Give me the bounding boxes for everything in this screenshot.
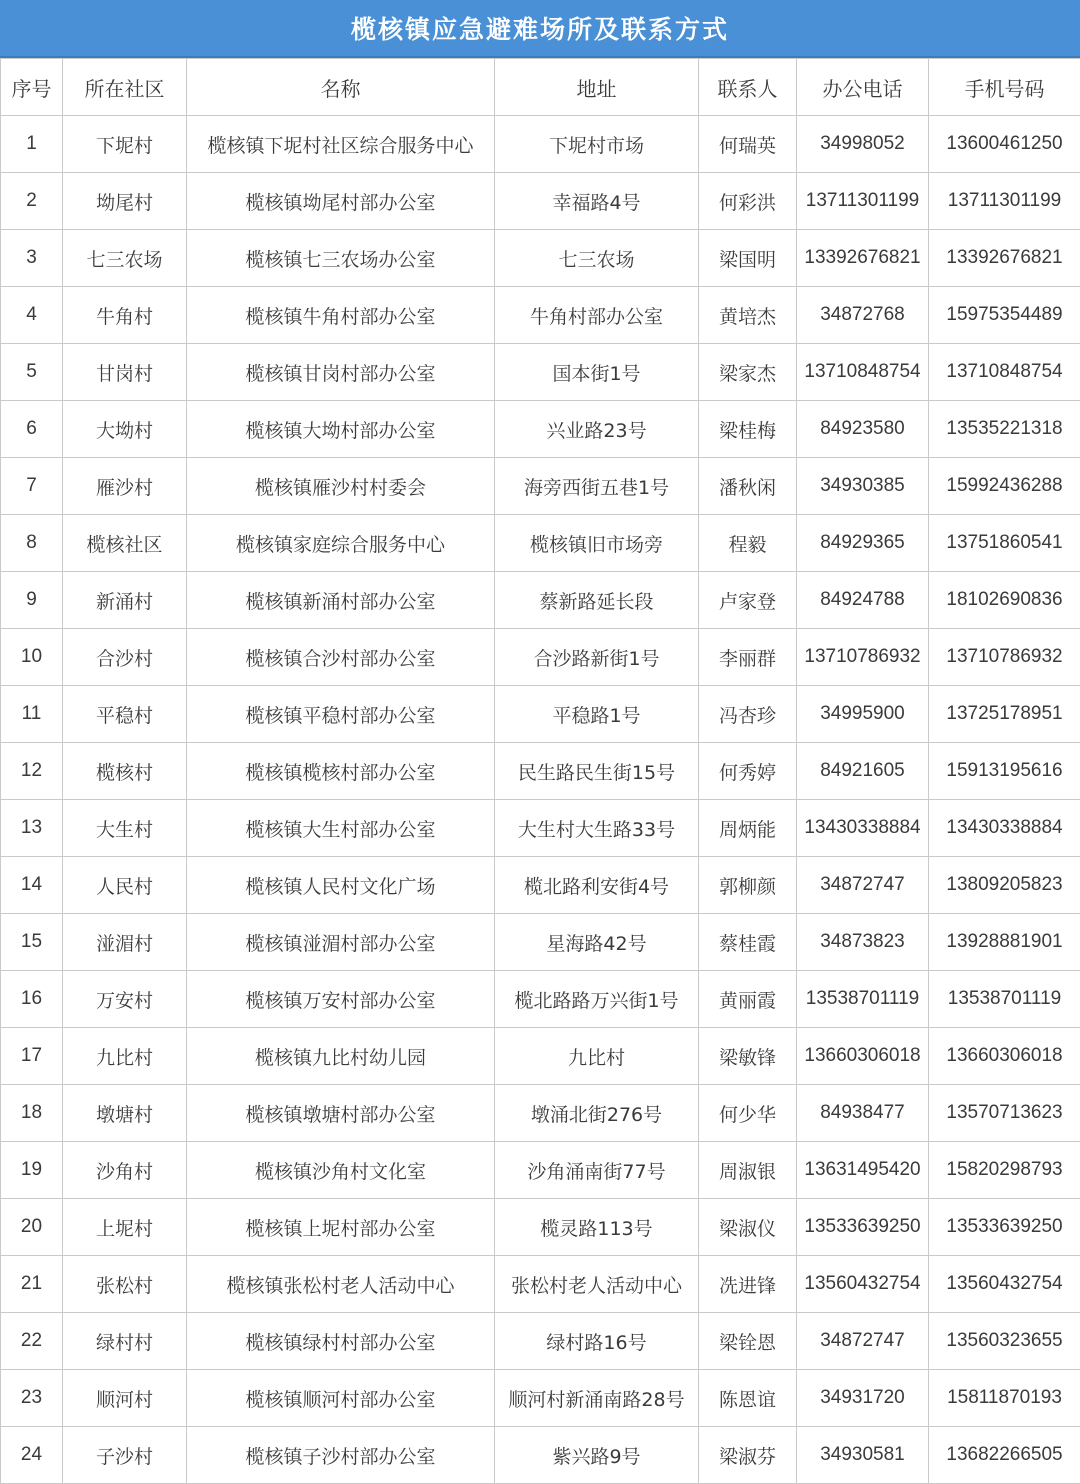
cell-community: 榄核村 — [63, 743, 187, 800]
cell-contact: 程毅 — [699, 515, 797, 572]
cell-index: 4 — [1, 287, 63, 344]
cell-contact: 周淑银 — [699, 1142, 797, 1199]
cell-name: 榄核镇新涌村部办公室 — [187, 572, 495, 629]
cell-address: 紫兴路9号 — [495, 1427, 699, 1484]
header-community: 所在社区 — [63, 59, 187, 116]
cell-community: 张松村 — [63, 1256, 187, 1313]
cell-index: 23 — [1, 1370, 63, 1427]
cell-community: 顺河村 — [63, 1370, 187, 1427]
table-row — [1, 458, 1080, 515]
cell-community: 雁沙村 — [63, 458, 187, 515]
cell-address: 蔡新路延长段 — [495, 572, 699, 629]
cell-name: 榄核镇雁沙村村委会 — [187, 458, 495, 515]
cell-name: 榄核镇大坳村部办公室 — [187, 401, 495, 458]
cell-name: 榄核镇甘岗村部办公室 — [187, 344, 495, 401]
cell-office-phone: 34998052 — [797, 116, 929, 173]
cell-address: 幸福路4号 — [495, 173, 699, 230]
cell-mobile: 13560323655 — [929, 1313, 1080, 1370]
cell-community: 大坳村 — [63, 401, 187, 458]
cell-office-phone: 13533639250 — [797, 1199, 929, 1256]
table-row — [1, 1085, 1080, 1142]
cell-contact: 郭柳颜 — [699, 857, 797, 914]
cell-office-phone: 13430338884 — [797, 800, 929, 857]
table-row — [1, 401, 1080, 458]
cell-address: 绿村路16号 — [495, 1313, 699, 1370]
cell-name: 榄核镇墩塘村部办公室 — [187, 1085, 495, 1142]
table-row — [1, 1256, 1080, 1313]
cell-community: 九比村 — [63, 1028, 187, 1085]
cell-mobile: 13600461250 — [929, 116, 1080, 173]
table-row — [1, 743, 1080, 800]
cell-contact: 何少华 — [699, 1085, 797, 1142]
table-row — [1, 1427, 1080, 1484]
cell-office-phone: 84924788 — [797, 572, 929, 629]
cell-community: 甘岗村 — [63, 344, 187, 401]
cell-mobile: 13751860541 — [929, 515, 1080, 572]
cell-address: 榄北路路万兴街1号 — [495, 971, 699, 1028]
cell-office-phone: 13711301199 — [797, 173, 929, 230]
cell-address: 七三农场 — [495, 230, 699, 287]
cell-community: 下坭村 — [63, 116, 187, 173]
cell-mobile: 13660306018 — [929, 1028, 1080, 1085]
header-mobile: 手机号码 — [929, 59, 1080, 116]
cell-index: 8 — [1, 515, 63, 572]
cell-office-phone: 13710786932 — [797, 629, 929, 686]
cell-mobile: 15913195616 — [929, 743, 1080, 800]
cell-mobile: 15992436288 — [929, 458, 1080, 515]
table-row — [1, 230, 1080, 287]
cell-office-phone: 13560432754 — [797, 1256, 929, 1313]
cell-address: 沙角涌南街77号 — [495, 1142, 699, 1199]
cell-community: 合沙村 — [63, 629, 187, 686]
cell-address: 顺河村新涌南路28号 — [495, 1370, 699, 1427]
table-row — [1, 629, 1080, 686]
cell-contact: 周炳能 — [699, 800, 797, 857]
cell-address: 国本街1号 — [495, 344, 699, 401]
cell-contact: 蔡桂霞 — [699, 914, 797, 971]
cell-mobile: 13809205823 — [929, 857, 1080, 914]
cell-contact: 黄丽霞 — [699, 971, 797, 1028]
cell-mobile: 13711301199 — [929, 173, 1080, 230]
cell-contact: 冯杏珍 — [699, 686, 797, 743]
cell-office-phone: 13538701119 — [797, 971, 929, 1028]
cell-address: 榄北路利安街4号 — [495, 857, 699, 914]
cell-index: 15 — [1, 914, 63, 971]
cell-office-phone: 34872747 — [797, 857, 929, 914]
cell-office-phone: 34873823 — [797, 914, 929, 971]
cell-community: 大生村 — [63, 800, 187, 857]
table-row — [1, 1199, 1080, 1256]
cell-office-phone: 34930581 — [797, 1427, 929, 1484]
cell-mobile: 13535221318 — [929, 401, 1080, 458]
cell-mobile: 13725178951 — [929, 686, 1080, 743]
cell-office-phone: 84923580 — [797, 401, 929, 458]
table-row — [1, 1313, 1080, 1370]
cell-office-phone: 34930385 — [797, 458, 929, 515]
cell-address: 榄灵路113号 — [495, 1199, 699, 1256]
table-row — [1, 173, 1080, 230]
cell-community: 子沙村 — [63, 1427, 187, 1484]
cell-mobile: 13710786932 — [929, 629, 1080, 686]
cell-contact: 何秀婷 — [699, 743, 797, 800]
cell-name: 榄核镇顺河村部办公室 — [187, 1370, 495, 1427]
cell-index: 9 — [1, 572, 63, 629]
cell-index: 6 — [1, 401, 63, 458]
cell-address: 平稳路1号 — [495, 686, 699, 743]
cell-index: 14 — [1, 857, 63, 914]
table-row — [1, 1142, 1080, 1199]
cell-index: 5 — [1, 344, 63, 401]
cell-community: 绿村村 — [63, 1313, 187, 1370]
cell-office-phone: 13710848754 — [797, 344, 929, 401]
table-row — [1, 1028, 1080, 1085]
cell-name: 榄核镇合沙村部办公室 — [187, 629, 495, 686]
cell-office-phone: 84938477 — [797, 1085, 929, 1142]
cell-contact: 梁铨恩 — [699, 1313, 797, 1370]
cell-community: 湴湄村 — [63, 914, 187, 971]
cell-name: 榄核镇大生村部办公室 — [187, 800, 495, 857]
cell-name: 榄核镇九比村幼儿园 — [187, 1028, 495, 1085]
table-row — [1, 686, 1080, 743]
cell-contact: 潘秋闲 — [699, 458, 797, 515]
cell-community: 人民村 — [63, 857, 187, 914]
cell-office-phone: 13631495420 — [797, 1142, 929, 1199]
cell-name: 榄核镇沙角村文化室 — [187, 1142, 495, 1199]
cell-name: 榄核镇湴湄村部办公室 — [187, 914, 495, 971]
cell-office-phone: 13660306018 — [797, 1028, 929, 1085]
cell-community: 牛角村 — [63, 287, 187, 344]
cell-address: 兴业路23号 — [495, 401, 699, 458]
cell-contact: 梁国明 — [699, 230, 797, 287]
cell-name: 榄核镇张松村老人活动中心 — [187, 1256, 495, 1313]
cell-name: 榄核镇绿村村部办公室 — [187, 1313, 495, 1370]
cell-contact: 卢家登 — [699, 572, 797, 629]
cell-contact: 陈恩谊 — [699, 1370, 797, 1427]
cell-name: 榄核镇牛角村部办公室 — [187, 287, 495, 344]
cell-office-phone: 34995900 — [797, 686, 929, 743]
cell-community: 坳尾村 — [63, 173, 187, 230]
cell-address: 下坭村市场 — [495, 116, 699, 173]
table-row — [1, 515, 1080, 572]
cell-index: 22 — [1, 1313, 63, 1370]
cell-address: 合沙路新街1号 — [495, 629, 699, 686]
table-row — [1, 1370, 1080, 1427]
cell-index: 7 — [1, 458, 63, 515]
cell-index: 11 — [1, 686, 63, 743]
cell-address: 民生路民生街15号 — [495, 743, 699, 800]
cell-contact: 梁淑仪 — [699, 1199, 797, 1256]
table-header-row — [1, 59, 1080, 116]
cell-community: 万安村 — [63, 971, 187, 1028]
cell-mobile: 13538701119 — [929, 971, 1080, 1028]
cell-index: 24 — [1, 1427, 63, 1484]
header-contact: 联系人 — [699, 59, 797, 116]
cell-office-phone: 84921605 — [797, 743, 929, 800]
table-row — [1, 914, 1080, 971]
cell-mobile: 13682266505 — [929, 1427, 1080, 1484]
shelter-table — [0, 58, 1080, 1484]
cell-index: 10 — [1, 629, 63, 686]
cell-address: 九比村 — [495, 1028, 699, 1085]
cell-contact: 李丽群 — [699, 629, 797, 686]
cell-contact: 梁敏锋 — [699, 1028, 797, 1085]
cell-community: 平稳村 — [63, 686, 187, 743]
cell-address: 牛角村部办公室 — [495, 287, 699, 344]
cell-name: 榄核镇人民村文化广场 — [187, 857, 495, 914]
table-row — [1, 971, 1080, 1028]
cell-mobile: 13430338884 — [929, 800, 1080, 857]
cell-address: 张松村老人活动中心 — [495, 1256, 699, 1313]
cell-name: 榄核镇七三农场办公室 — [187, 230, 495, 287]
cell-community: 沙角村 — [63, 1142, 187, 1199]
cell-name: 榄核镇榄核村部办公室 — [187, 743, 495, 800]
cell-community: 榄核社区 — [63, 515, 187, 572]
cell-mobile: 13392676821 — [929, 230, 1080, 287]
cell-index: 20 — [1, 1199, 63, 1256]
cell-address: 墩涌北街276号 — [495, 1085, 699, 1142]
cell-community: 墩塘村 — [63, 1085, 187, 1142]
table-row — [1, 344, 1080, 401]
cell-mobile: 15975354489 — [929, 287, 1080, 344]
cell-mobile: 13560432754 — [929, 1256, 1080, 1313]
cell-contact: 梁桂梅 — [699, 401, 797, 458]
cell-mobile: 13570713623 — [929, 1085, 1080, 1142]
cell-name: 榄核镇子沙村部办公室 — [187, 1427, 495, 1484]
cell-mobile: 15820298793 — [929, 1142, 1080, 1199]
cell-index: 13 — [1, 800, 63, 857]
cell-index: 3 — [1, 230, 63, 287]
cell-index: 19 — [1, 1142, 63, 1199]
cell-index: 18 — [1, 1085, 63, 1142]
cell-name: 榄核镇家庭综合服务中心 — [187, 515, 495, 572]
cell-name: 榄核镇上坭村部办公室 — [187, 1199, 495, 1256]
cell-community: 上坭村 — [63, 1199, 187, 1256]
table-row — [1, 800, 1080, 857]
cell-index: 17 — [1, 1028, 63, 1085]
table-row — [1, 116, 1080, 173]
cell-office-phone: 34872768 — [797, 287, 929, 344]
cell-mobile: 13928881901 — [929, 914, 1080, 971]
cell-index: 12 — [1, 743, 63, 800]
cell-contact: 梁淑芬 — [699, 1427, 797, 1484]
header-name: 名称 — [187, 59, 495, 116]
cell-office-phone: 84929365 — [797, 515, 929, 572]
cell-index: 1 — [1, 116, 63, 173]
cell-office-phone: 13392676821 — [797, 230, 929, 287]
cell-community: 七三农场 — [63, 230, 187, 287]
cell-contact: 黄培杰 — [699, 287, 797, 344]
cell-address: 海旁西街五巷1号 — [495, 458, 699, 515]
header-index: 序号 — [1, 59, 63, 116]
cell-index: 2 — [1, 173, 63, 230]
cell-index: 16 — [1, 971, 63, 1028]
table-row — [1, 287, 1080, 344]
cell-office-phone: 34931720 — [797, 1370, 929, 1427]
cell-contact: 冼进锋 — [699, 1256, 797, 1313]
cell-address: 星海路42号 — [495, 914, 699, 971]
cell-mobile: 13710848754 — [929, 344, 1080, 401]
cell-name: 榄核镇万安村部办公室 — [187, 971, 495, 1028]
cell-office-phone: 34872747 — [797, 1313, 929, 1370]
table-row — [1, 572, 1080, 629]
cell-mobile: 15811870193 — [929, 1370, 1080, 1427]
cell-name: 榄核镇下坭村社区综合服务中心 — [187, 116, 495, 173]
table-row — [1, 857, 1080, 914]
header-address: 地址 — [495, 59, 699, 116]
table-body — [1, 116, 1080, 1484]
cell-contact: 何瑞英 — [699, 116, 797, 173]
cell-name: 榄核镇坳尾村部办公室 — [187, 173, 495, 230]
header-office-phone: 办公电话 — [797, 59, 929, 116]
cell-address: 大生村大生路33号 — [495, 800, 699, 857]
cell-address: 榄核镇旧市场旁 — [495, 515, 699, 572]
page-title: 榄核镇应急避难场所及联系方式 — [0, 0, 1080, 58]
cell-name: 榄核镇平稳村部办公室 — [187, 686, 495, 743]
cell-contact: 何彩洪 — [699, 173, 797, 230]
cell-mobile: 13533639250 — [929, 1199, 1080, 1256]
cell-community: 新涌村 — [63, 572, 187, 629]
cell-index: 21 — [1, 1256, 63, 1313]
cell-mobile: 18102690836 — [929, 572, 1080, 629]
cell-contact: 梁家杰 — [699, 344, 797, 401]
